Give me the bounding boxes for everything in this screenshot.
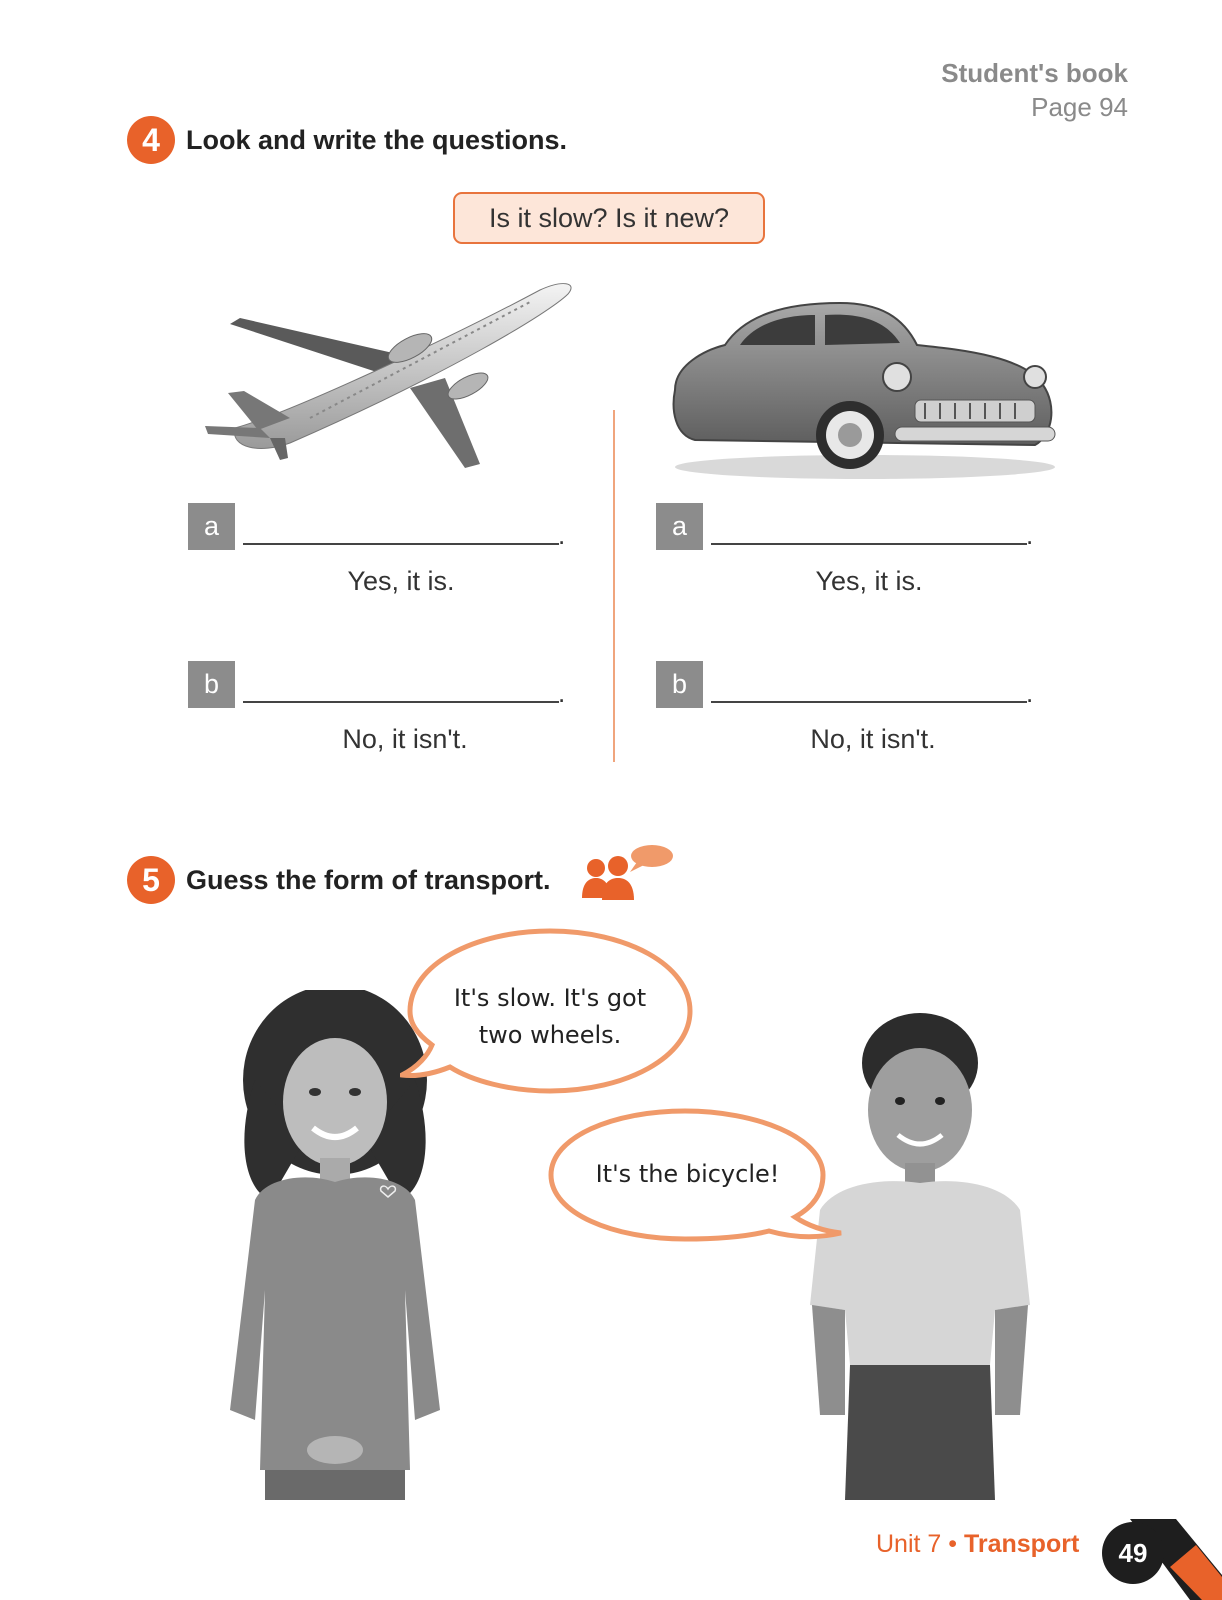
exercise-number: 4 bbox=[127, 116, 175, 164]
reference-page: Page 94 bbox=[1031, 92, 1128, 122]
answer-line[interactable] bbox=[711, 543, 1027, 545]
full-stop: . bbox=[1026, 520, 1034, 550]
unit-label: Unit 7 bbox=[876, 1530, 942, 1558]
old-car-picture bbox=[665, 295, 1065, 485]
book-reference bbox=[941, 56, 1128, 124]
reference-book: Student's book bbox=[941, 58, 1128, 88]
exercise-number: 5 bbox=[127, 856, 175, 904]
column-divider bbox=[613, 410, 615, 762]
full-stop: . bbox=[558, 520, 566, 550]
pair-talk-icon bbox=[582, 842, 674, 900]
item-letter-a: a bbox=[188, 503, 235, 550]
girl-speech-text bbox=[425, 980, 675, 1054]
full-stop: . bbox=[1026, 678, 1034, 708]
girl-speech-line-2: two wheels. bbox=[478, 1021, 622, 1049]
full-stop: . bbox=[558, 678, 566, 708]
item-letter-a: a bbox=[656, 503, 703, 550]
answer-text: Yes, it is. bbox=[347, 566, 455, 596]
answer-text: No, it isn't. bbox=[810, 724, 936, 754]
girl-speech-line-1: It's slow. It's got bbox=[453, 984, 647, 1012]
exercise-title: Look and write the questions. bbox=[186, 124, 568, 155]
exercise-4-heading bbox=[127, 116, 567, 164]
boy-picture bbox=[790, 1005, 1040, 1500]
page-number: 49 bbox=[1102, 1522, 1164, 1584]
answer-text: No, it isn't. bbox=[342, 724, 468, 754]
answer-line[interactable] bbox=[243, 701, 559, 703]
answer-text: Yes, it is. bbox=[815, 566, 923, 596]
model-questions-box: Is it slow? Is it new? bbox=[453, 192, 765, 244]
boy-speech-text: It's the bicycle! bbox=[595, 1160, 780, 1188]
unit-separator: • bbox=[948, 1530, 958, 1558]
answer-line[interactable] bbox=[711, 701, 1027, 703]
unit-topic: Transport bbox=[963, 1530, 1080, 1558]
item-letter-b: b bbox=[656, 661, 703, 708]
airplane-picture bbox=[200, 278, 580, 478]
footer-unit bbox=[876, 1530, 1079, 1559]
item-letter-b: b bbox=[188, 661, 235, 708]
exercise-title: Guess the form of transport. bbox=[186, 864, 551, 895]
answer-line[interactable] bbox=[243, 543, 559, 545]
exercise-5-heading bbox=[127, 856, 551, 904]
